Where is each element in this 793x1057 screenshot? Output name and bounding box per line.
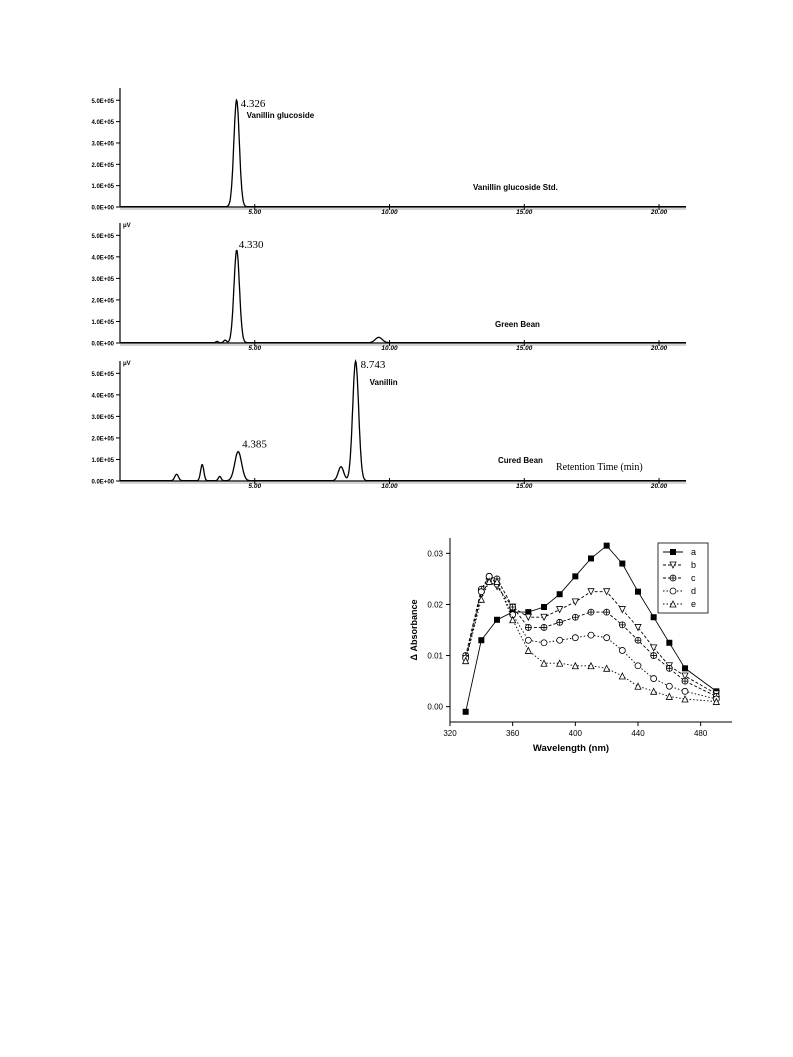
y-tick-label: 0.01 [427,651,443,661]
data-point [619,647,625,653]
y-tick-label: 0.0E+00 [91,205,114,212]
peak-retention-label: 4.326 [240,97,266,110]
data-point [666,683,672,689]
data-point [619,622,625,628]
data-point [525,614,531,620]
y-tick-label: 1.0E+05 [91,319,114,326]
peak-retention-label: 8.743 [360,359,386,372]
data-point [635,683,641,689]
data-point [670,575,676,581]
x-tick-label: 10.00 [381,483,398,490]
sample-label: Vanillin glucoside Std. [473,183,558,192]
data-point [525,624,531,630]
y-tick-label: 5.0E+05 [91,371,114,378]
data-point [635,663,641,669]
x-tick-label: 20.00 [650,209,668,216]
x-tick-label: 20.00 [650,483,668,490]
y-axis-title: Δ Absorbance [409,599,419,661]
data-point [651,688,657,694]
data-point [604,635,610,641]
y-tick-label: 5.0E+05 [91,233,114,240]
y-tick-label: 0.02 [427,600,443,610]
peak-retention-label: 4.385 [242,438,267,451]
data-point [510,617,516,623]
y-tick-label: 0.0E+00 [91,479,114,486]
x-tick-label: 5.00 [248,209,262,216]
absorbance-spectrum-chart [400,528,760,768]
y-tick-label: 3.0E+05 [91,276,114,283]
data-point [478,637,484,643]
x-tick-label: 480 [693,729,708,738]
peak-retention-label: 4.330 [238,239,264,252]
data-point [666,693,672,699]
legend-label: c [691,573,696,583]
data-point [604,543,610,549]
chromatogram-panel-2 [91,223,686,352]
data-point [604,665,610,671]
chromatogram-trace [120,97,686,207]
data-point [557,637,563,643]
y-tick-label: 4.0E+05 [91,120,114,127]
data-point [478,589,484,595]
data-point [682,665,688,671]
data-point [557,619,563,625]
data-point [572,663,578,669]
x-tick-label: 10.00 [381,345,398,352]
chromatogram-panel-3 [91,359,686,490]
y-tick-label: 0.00 [427,702,443,712]
data-point [635,637,641,643]
chromatogram-trace [120,251,686,343]
data-point [619,673,625,679]
x-tick-label: 15.00 [516,345,533,352]
data-point [463,709,469,715]
data-point [510,604,516,610]
data-point [588,555,594,561]
data-point [588,589,594,595]
x-axis-title: Wavelength (nm) [532,743,610,754]
legend-label: a [691,547,697,557]
data-point [651,645,657,651]
x-tick-label: 400 [568,729,583,738]
data-point [572,573,578,579]
data-point [651,653,657,659]
peak-compound-label: Vanillin glucoside [246,110,315,120]
legend-label: b [691,560,697,570]
data-point [619,607,625,613]
y-tick-label: 3.0E+05 [91,414,114,421]
x-tick-label: 360 [505,729,520,738]
peak-compound-label: Vanillin [369,378,398,388]
y-tick-label: 3.0E+05 [91,141,114,148]
data-point [604,589,610,595]
y-tick-label: 4.0E+05 [91,255,114,262]
data-point [541,640,547,646]
y-tick-label: 1.0E+05 [91,457,114,464]
data-point [682,688,688,694]
data-point [670,549,676,555]
data-point [651,614,657,620]
x-tick-label: 10.00 [381,209,398,216]
data-point [541,604,547,610]
x-tick-label: 15.00 [516,483,533,490]
x-tick-label: 440 [631,729,645,738]
legend-label: e [691,599,697,609]
y-tick-label: 2.0E+05 [91,298,114,305]
y-tick-label: 4.0E+05 [91,393,114,400]
data-point [619,561,625,567]
sample-label: Green Bean [495,320,540,329]
y-unit-label: μV [123,223,131,229]
x-tick-label: 15.00 [516,209,533,216]
y-tick-label: 2.0E+05 [91,162,114,169]
x-tick-label: 20.00 [650,345,668,352]
data-point [670,588,676,594]
data-point [541,660,547,666]
y-tick-label: 0.0E+00 [91,341,114,348]
data-point [588,632,594,638]
data-point [682,678,688,684]
data-point [588,609,594,615]
y-tick-label: 5.0E+05 [91,98,114,105]
data-point [557,591,563,597]
data-point [572,614,578,620]
x-tick-label: 5.00 [248,483,262,490]
chromatogram-panel-1 [91,88,686,216]
data-point [572,599,578,605]
y-unit-label: μV [123,361,131,367]
y-tick-label: 1.0E+05 [91,184,114,191]
data-point [604,609,610,615]
data-point [541,624,547,630]
y-tick-label: 0.03 [427,549,443,559]
data-point [666,665,672,671]
data-point [525,637,531,643]
data-point [525,647,531,653]
data-point [572,635,578,641]
data-point [651,676,657,682]
legend-label: d [691,586,697,596]
legend [658,543,708,613]
data-point [635,589,641,595]
x-axis-title: Retention Time (min) [556,462,643,473]
sample-label: Cured Bean [498,456,543,465]
x-tick-label: 5.00 [248,345,262,352]
y-tick-label: 2.0E+05 [91,436,114,443]
chromatogram-figure [0,0,793,500]
data-point [494,617,500,623]
data-point [666,640,672,646]
x-tick-label: 320 [443,729,457,738]
data-point [557,607,563,613]
